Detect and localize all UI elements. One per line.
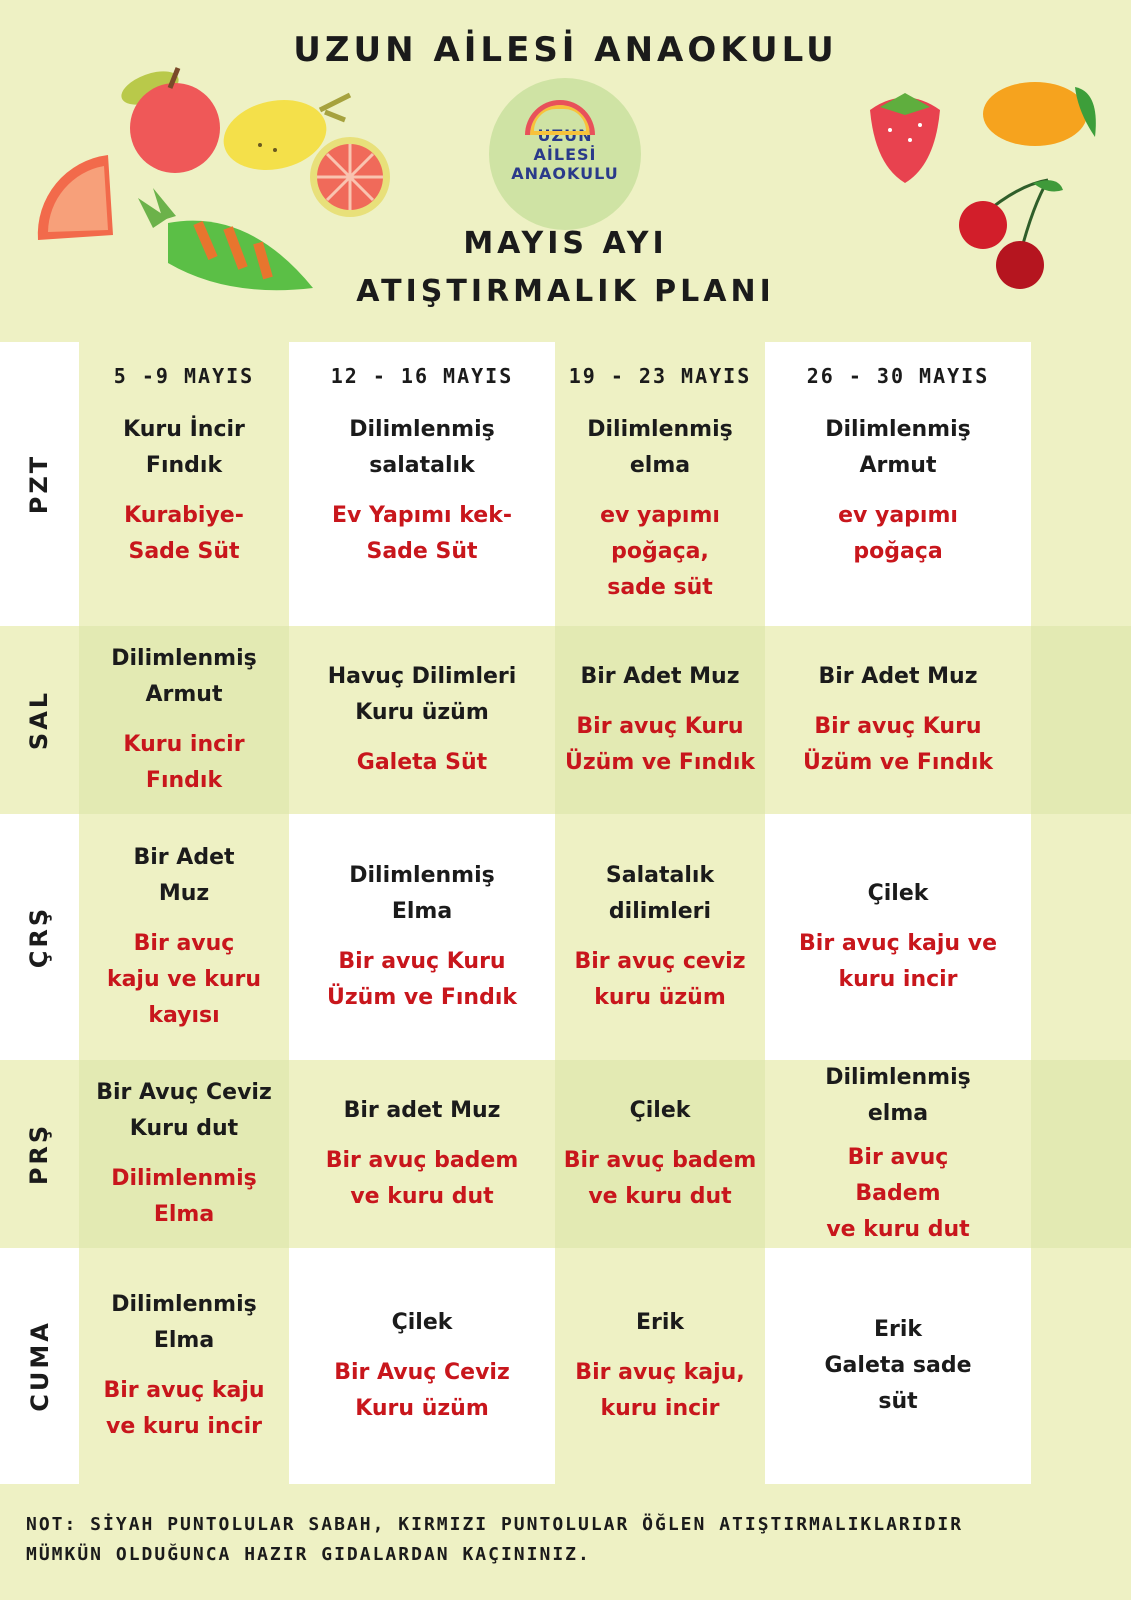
morning-snack-item: elma bbox=[629, 453, 691, 478]
noon-snack-item: ve kuru dut bbox=[826, 1217, 970, 1242]
noon-snack-item: Badem bbox=[855, 1181, 941, 1206]
day-label-crs: ÇRŞ bbox=[25, 905, 54, 969]
noon-snack-item: kuru incir bbox=[838, 967, 958, 992]
noon-snack-item: Bir avuç Kuru bbox=[338, 949, 506, 974]
school-name: UZUN AİLESİ ANAOKULU bbox=[293, 30, 838, 70]
footnote-line-1: NOT: SİYAH PUNTOLULAR SABAH, KIRMIZI PUNTOLULAR ÖĞLEN ATIŞTIRMALIKLARIDIR bbox=[26, 1514, 964, 1535]
logo-line-2: AİLESİ bbox=[533, 144, 597, 164]
menu-cell-pzt-week-4 bbox=[765, 342, 1031, 626]
noon-snack-item: Bir avuç ceviz bbox=[574, 949, 746, 974]
noon-snack-item: Üzüm ve Fındık bbox=[327, 985, 517, 1010]
morning-snack-item: Elma bbox=[391, 899, 453, 924]
day-cell-prs bbox=[0, 1060, 79, 1248]
morning-snack-item: Dilimlenmiş bbox=[587, 417, 733, 442]
menu-cell-prs-week-1 bbox=[79, 1060, 289, 1248]
morning-snack-item: Dilimlenmiş bbox=[825, 1065, 971, 1090]
noon-snack-item: Bir avuç kaju ve bbox=[799, 931, 997, 956]
menu-cell-crs-week-3 bbox=[555, 814, 765, 1060]
morning-snack-item: Salatalık bbox=[605, 863, 715, 888]
menu-cell-sal-week-3 bbox=[555, 626, 765, 814]
noon-snack-item: ve kuru dut bbox=[350, 1184, 494, 1209]
logo-line-3: ANAOKULU bbox=[511, 163, 619, 183]
morning-snack-item: süt bbox=[878, 1389, 918, 1414]
morning-snack-item: Armut bbox=[145, 682, 223, 707]
morning-snack-item: Fındık bbox=[145, 453, 223, 478]
morning-snack-item: Çilek bbox=[391, 1310, 453, 1335]
header bbox=[0, 0, 1131, 342]
noon-snack-item: ev yapımı bbox=[838, 503, 958, 528]
row-tail-pzt bbox=[1031, 342, 1131, 626]
row-tail-cuma bbox=[1031, 1248, 1131, 1484]
menu-cell-prs-week-3 bbox=[555, 1060, 765, 1248]
day-label-sal: SAL bbox=[25, 689, 54, 751]
morning-snack-item: Armut bbox=[859, 453, 937, 478]
noon-snack-item: Sade Süt bbox=[128, 539, 240, 564]
morning-snack-item: Dilimlenmiş bbox=[825, 417, 971, 442]
noon-snack-item: Bir avuç bbox=[133, 931, 235, 956]
noon-snack-item: kaju ve kuru bbox=[106, 967, 262, 992]
menu-cell-prs-week-2 bbox=[289, 1060, 555, 1248]
noon-snack-item: kuru incir bbox=[600, 1396, 720, 1421]
menu-cell-sal-week-4 bbox=[765, 626, 1031, 814]
noon-snack-item: Sade Süt bbox=[366, 539, 478, 564]
noon-snack-item: Kuru üzüm bbox=[355, 1396, 489, 1421]
menu-cell-prs-week-4 bbox=[765, 1060, 1031, 1248]
menu-cell-crs-week-2 bbox=[289, 814, 555, 1060]
morning-snack-item: Çilek bbox=[629, 1098, 691, 1123]
plan-title: ATIŞTIRMALIK PLANI bbox=[356, 274, 775, 309]
logo-line-1: UZUN bbox=[537, 125, 593, 145]
week-header-2: 12 - 16 MAYIS bbox=[330, 364, 514, 388]
noon-snack-item: Bir avuç badem bbox=[325, 1148, 519, 1173]
day-cell-crs bbox=[0, 814, 79, 1060]
noon-snack-item: Üzüm ve Fındık bbox=[803, 750, 993, 775]
noon-snack-item: Galeta Süt bbox=[356, 750, 488, 775]
rainbow-icon bbox=[525, 100, 595, 135]
morning-snack-item: Muz bbox=[158, 881, 210, 906]
morning-snack-item: Dilimlenmiş bbox=[349, 417, 495, 442]
noon-snack-item: sade süt bbox=[607, 575, 713, 600]
morning-snack-item: Bir Adet Muz bbox=[818, 664, 978, 689]
week-header-4: 26 - 30 MAYIS bbox=[806, 364, 990, 388]
menu-cell-pzt-week-1 bbox=[79, 342, 289, 626]
noon-snack-item: Kuru incir bbox=[123, 732, 245, 757]
noon-snack-item: poğaça, bbox=[611, 539, 709, 564]
menu-cell-cuma-week-1 bbox=[79, 1248, 289, 1484]
noon-snack-item: kuru üzüm bbox=[594, 985, 726, 1010]
morning-snack-item: salatalık bbox=[369, 453, 475, 478]
noon-snack-item: Fındık bbox=[145, 768, 223, 793]
menu-cell-crs-week-1 bbox=[79, 814, 289, 1060]
noon-snack-item: ve kuru incir bbox=[105, 1414, 263, 1439]
footnote-line-2: MÜMKÜN OLDUĞUNCA HAZIR GIDALARDAN KAÇININIZ. bbox=[26, 1544, 591, 1565]
morning-snack-item: Dilimlenmiş bbox=[349, 863, 495, 888]
day-label-pzt: PZT bbox=[25, 453, 54, 515]
plan-month: MAYIS AYI bbox=[463, 226, 668, 261]
morning-snack-item: Çilek bbox=[867, 881, 929, 906]
row-tail-crs bbox=[1031, 814, 1131, 1060]
morning-snack-item: Erik bbox=[873, 1317, 923, 1342]
strawberry-icon bbox=[860, 85, 950, 185]
day-label-cuma: CUMA bbox=[25, 1320, 54, 1412]
noon-snack-item: Bir avuç kaju bbox=[103, 1378, 265, 1403]
morning-snack-item: Kuru üzüm bbox=[355, 700, 489, 725]
morning-snack-item: Bir adet Muz bbox=[343, 1098, 501, 1123]
menu-cell-sal-week-2 bbox=[289, 626, 555, 814]
morning-snack-item: Kuru dut bbox=[129, 1116, 239, 1141]
day-label-prs: PRŞ bbox=[25, 1122, 54, 1186]
noon-snack-item: poğaça bbox=[853, 539, 943, 564]
mango-icon bbox=[980, 72, 1110, 152]
morning-snack-item: Kuru İncir bbox=[123, 417, 245, 442]
menu-cell-pzt-week-3 bbox=[555, 342, 765, 626]
morning-snack-item: Elma bbox=[153, 1328, 215, 1353]
morning-snack-item: Havuç Dilimleri bbox=[327, 664, 517, 689]
footnote bbox=[26, 1510, 1106, 1570]
noon-snack-item: Ev Yapımı kek- bbox=[332, 503, 512, 528]
noon-snack-item: Bir avuç badem bbox=[563, 1148, 757, 1173]
row-tail-sal bbox=[1031, 626, 1131, 814]
morning-snack-item: dilimleri bbox=[608, 899, 712, 924]
menu-cell-pzt-week-2 bbox=[289, 342, 555, 626]
morning-snack-item: Bir Adet bbox=[133, 845, 235, 870]
morning-snack-item: Galeta sade bbox=[824, 1353, 972, 1378]
noon-snack-item: Kurabiye- bbox=[124, 503, 244, 528]
noon-snack-item: ev yapımı bbox=[600, 503, 720, 528]
menu-cell-crs-week-4 bbox=[765, 814, 1031, 1060]
menu-cell-sal-week-1 bbox=[79, 626, 289, 814]
noon-snack-item: Bir avuç kaju, bbox=[575, 1360, 745, 1385]
morning-snack-item: Dilimlenmiş bbox=[111, 646, 257, 671]
noon-snack-item: Bir avuç Kuru bbox=[576, 714, 744, 739]
menu-cell-cuma-week-4 bbox=[765, 1248, 1031, 1484]
morning-snack-item: Erik bbox=[635, 1310, 685, 1335]
week-header-3: 19 - 23 MAYIS bbox=[568, 364, 752, 388]
morning-snack-item: Bir Adet Muz bbox=[580, 664, 740, 689]
morning-snack-item: Dilimlenmiş bbox=[111, 1292, 257, 1317]
morning-snack-item: Bir Avuç Ceviz bbox=[96, 1080, 272, 1105]
noon-snack-item: ve kuru dut bbox=[588, 1184, 732, 1209]
noon-snack-item: Elma bbox=[153, 1202, 215, 1227]
grapefruit-icon bbox=[305, 132, 395, 222]
noon-snack-item: kayısı bbox=[148, 1003, 220, 1028]
noon-snack-item: Dilimlenmiş bbox=[111, 1166, 257, 1191]
day-cell-sal bbox=[0, 626, 79, 814]
snack-schedule-table bbox=[0, 342, 1131, 1484]
noon-snack-item: Bir avuç bbox=[847, 1145, 949, 1170]
week-header-1: 5 -9 MAYIS bbox=[113, 364, 255, 388]
row-tail-prs bbox=[1031, 1060, 1131, 1248]
noon-snack-item: Üzüm ve Fındık bbox=[565, 750, 755, 775]
menu-cell-cuma-week-2 bbox=[289, 1248, 555, 1484]
noon-snack-item: Bir Avuç Ceviz bbox=[334, 1360, 510, 1385]
school-logo bbox=[489, 78, 641, 230]
day-cell-pzt bbox=[0, 342, 79, 626]
menu-cell-cuma-week-3 bbox=[555, 1248, 765, 1484]
noon-snack-item: Bir avuç Kuru bbox=[814, 714, 982, 739]
day-cell-cuma bbox=[0, 1248, 79, 1484]
morning-snack-item: elma bbox=[867, 1101, 929, 1126]
